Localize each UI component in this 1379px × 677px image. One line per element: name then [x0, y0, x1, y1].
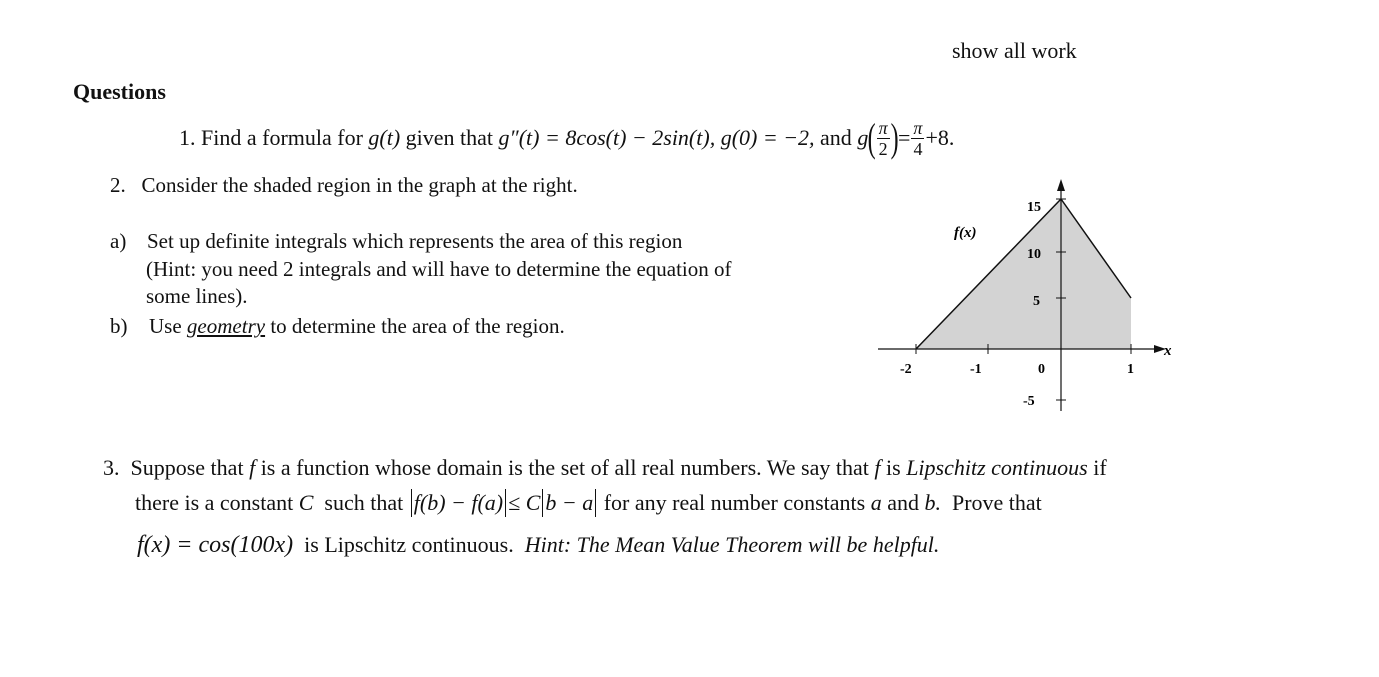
- q3-l2b: such that: [324, 490, 404, 515]
- q2a-line3: some lines).: [146, 284, 248, 308]
- q2b-geometry: geometry: [186, 314, 266, 338]
- abs-bar-3: [542, 489, 543, 517]
- q2-text: Consider the shaded region in the graph at the right.: [141, 173, 578, 197]
- q3-l3b: is Lipschitz continuous.: [304, 532, 514, 557]
- y-axis-arrow: [1057, 179, 1065, 191]
- x-tick-label-1: 1: [1127, 362, 1134, 377]
- q2b-line: [149, 314, 565, 339]
- q3-l1d: if: [1093, 455, 1107, 480]
- q1-lead: Find a formula for: [201, 125, 363, 150]
- q3-ineq-c: b − a: [545, 490, 594, 515]
- fx-label: f(x): [954, 225, 977, 241]
- section-title: Questions: [73, 79, 166, 104]
- q1-g-of-t: g(t): [368, 125, 401, 150]
- question-2: [110, 173, 578, 198]
- q2b-label: b): [110, 314, 128, 338]
- abs-bar-4: [595, 489, 596, 517]
- q3-lipschitz: Lipschitz continuous: [906, 455, 1088, 480]
- q1-initial-value: g(0) = −2,: [720, 125, 815, 150]
- q3-l1a: Suppose that: [130, 455, 244, 480]
- q1-and: and: [820, 125, 852, 150]
- q1-close-paren: ): [890, 115, 899, 160]
- y-tick-label-10: 10: [1027, 247, 1041, 262]
- q3-line3: [137, 532, 939, 559]
- q2b-post: to determine the area of the region.: [270, 314, 565, 338]
- abs-bar-1: [411, 489, 412, 517]
- x-tick-label-neg1: -1: [970, 362, 982, 377]
- x-tick-label-neg2: -2: [900, 362, 912, 377]
- shaded-region: [916, 199, 1131, 349]
- y-tick-label-15: 15: [1027, 200, 1041, 215]
- q1-number: 1.: [179, 125, 196, 150]
- q1-open-paren: (: [867, 115, 876, 160]
- q3-f2: f: [874, 455, 881, 480]
- q3-l2c: for any real number constants: [603, 490, 866, 515]
- q3-line1: [103, 455, 1107, 481]
- q3-l2a: there is a constant: [135, 490, 294, 515]
- q3-ineq-b: ≤ C: [508, 490, 541, 515]
- q3-l1c: is: [886, 455, 901, 480]
- q3-f: f: [249, 455, 256, 480]
- q2-number: 2.: [110, 173, 126, 197]
- region-graph: [870, 175, 1190, 415]
- q1-plus-8: +8.: [925, 125, 955, 150]
- q3-hint: Hint: The Mean Value Theorem will be helpful.: [524, 532, 940, 557]
- q1-equals: =: [898, 125, 911, 150]
- q2b-pre: Use: [149, 314, 182, 338]
- q1-given: given that: [405, 125, 494, 150]
- y-tick-label-5: 5: [1033, 294, 1040, 309]
- q2a-line1: Set up definite integrals which represents the area of this region: [147, 229, 683, 253]
- q3-ineq-a: f(b) − f(a): [413, 490, 504, 515]
- q1-g: g: [857, 125, 869, 150]
- q2a-line2: (Hint: you need 2 integrals and will have to determine the equation of: [146, 257, 732, 281]
- show-work-note: show all work: [952, 38, 1077, 63]
- q3-b: b.: [924, 490, 941, 515]
- q1-pi-over-4: $\frac{\pi}{4}$: [913, 117, 923, 159]
- q3-number: 3.: [103, 455, 120, 480]
- q3-line2: [135, 486, 1042, 520]
- x-tick-label-0: 0: [1038, 362, 1045, 377]
- q1-second-derivative: g″(t) = 8cos(t) − 2sin(t),: [498, 125, 716, 150]
- q3-l2d: Prove that: [951, 490, 1042, 515]
- q3-C: C: [298, 490, 314, 515]
- y-tick-label-neg5: -5: [1023, 394, 1035, 409]
- q3-a: a: [870, 490, 882, 515]
- question-1: [179, 112, 954, 164]
- abs-bar-2: [505, 489, 506, 517]
- q3-function: f(x) = cos(100x): [137, 532, 294, 558]
- q3-and: and: [887, 490, 919, 515]
- q1-pi-over-2: $\frac{\pi}{2}$: [878, 117, 888, 159]
- x-axis-label: x: [1164, 343, 1172, 359]
- q2a-label: a): [110, 229, 127, 253]
- q3-l1b: is a function whose domain is the set of all real numbers. We say that: [260, 455, 869, 480]
